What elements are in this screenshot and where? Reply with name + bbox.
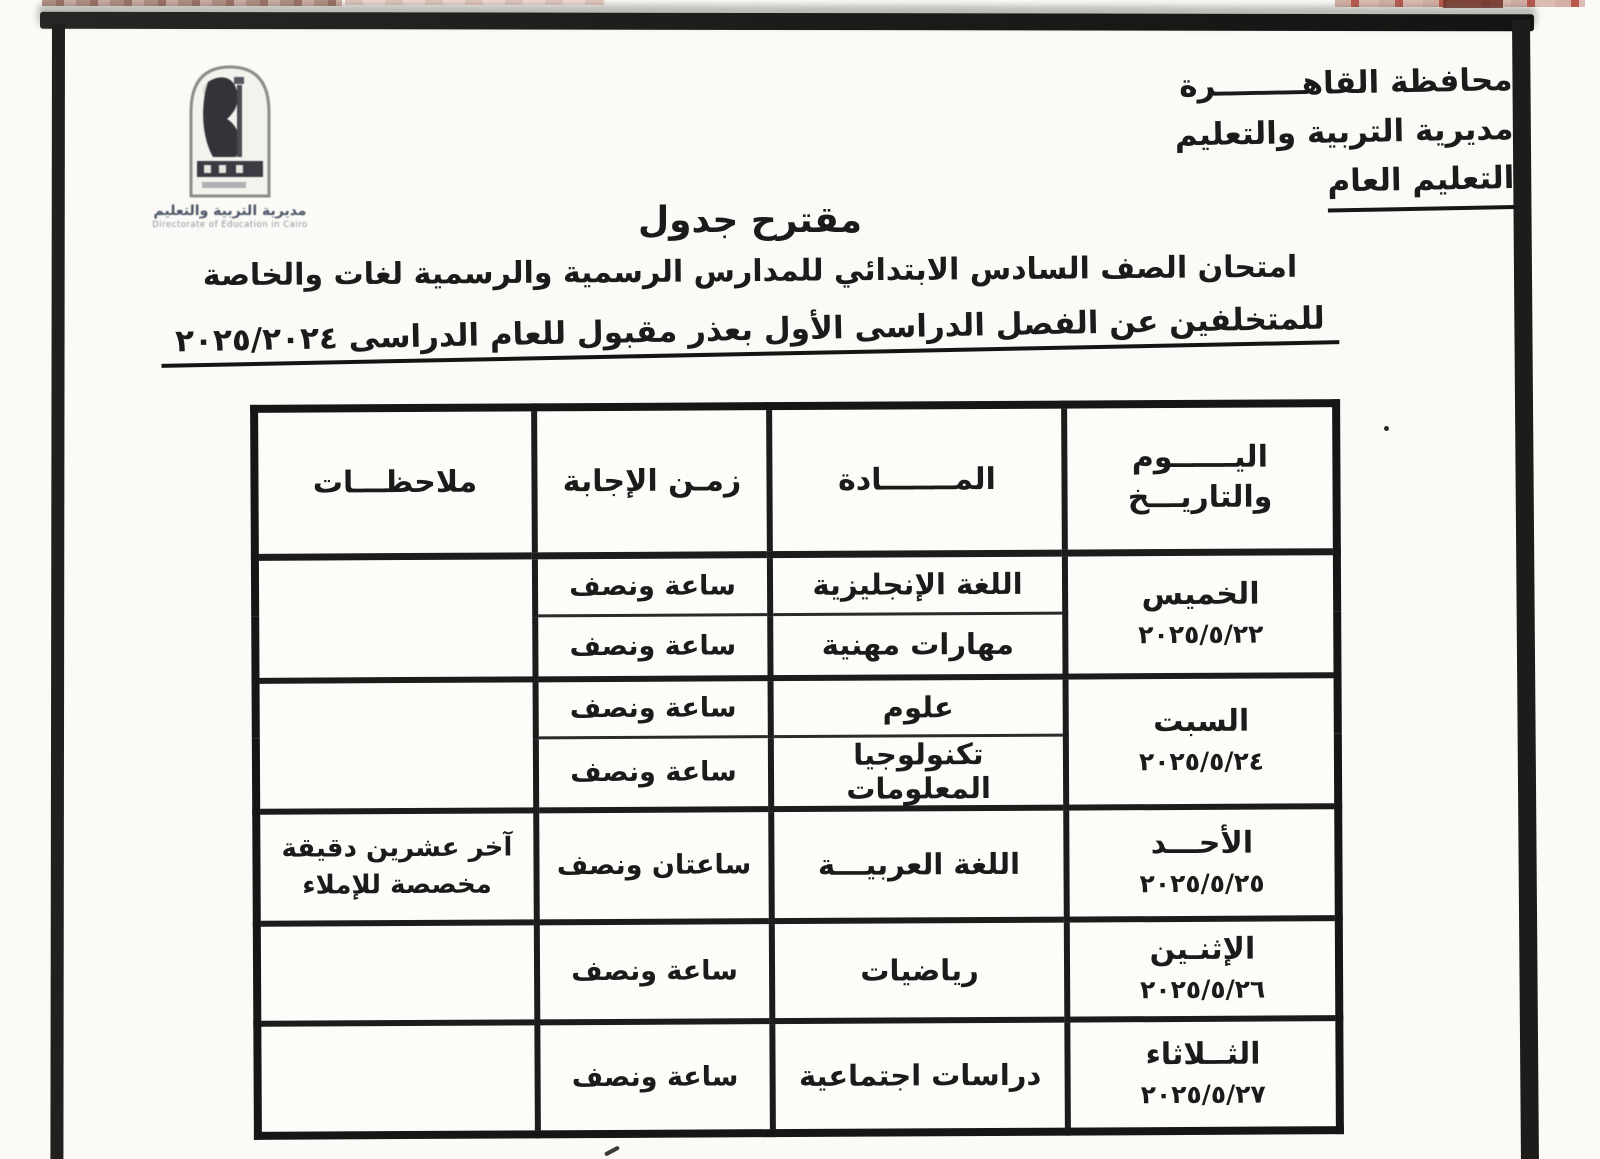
title-line-1: مقترح جدول xyxy=(637,200,863,241)
subject-cell: تكنولوجيا المعلومات xyxy=(771,735,1066,809)
header-subject: المـــــــادة xyxy=(769,405,1065,555)
logo-caption-english: Directorate of Education in Cairo xyxy=(152,220,308,230)
org-line-directorate: مديرية التربية والتعليم xyxy=(1174,110,1514,154)
table-header-row xyxy=(254,403,1337,557)
document-title xyxy=(110,200,1390,360)
table-row-monday xyxy=(257,918,1340,1024)
subject-cell: علوم xyxy=(771,677,1066,737)
scan-artifact-ink-dot xyxy=(1384,426,1389,431)
notes-cell: آخر عشرين دقيقة مخصصة للإملاء xyxy=(256,810,537,923)
exam-schedule-table xyxy=(250,399,1344,1139)
page-frame-top-border xyxy=(40,12,1534,32)
table-row-tuesday xyxy=(257,1018,1340,1136)
page-frame-right-border xyxy=(1512,20,1539,1159)
table-row-saturday xyxy=(256,675,1338,739)
header-notes: ملاحظـــات xyxy=(254,407,535,556)
org-line-governorate: محافظة القاهــــــــرة xyxy=(1178,61,1513,105)
time-cell: ساعة ونصف xyxy=(536,678,771,737)
day-cell-saturday: السبت ٢٠٢٥/٥/٢٤ xyxy=(1066,675,1339,807)
scan-artifact-pink-strip-left xyxy=(42,0,342,6)
time-cell: ساعة ونصف xyxy=(537,921,773,1022)
subject-cell: دراسات اجتماعية xyxy=(772,1019,1068,1133)
notes-cell xyxy=(256,679,537,811)
logo-caption-arabic: مديرية التربية والتعليم xyxy=(153,203,307,219)
org-header xyxy=(1072,56,1515,217)
header-day-date: اليــــــوم والتاريـــخ xyxy=(1064,403,1337,552)
day-cell-monday: الإثنـين ٢٠٢٥/٥/٢٦ xyxy=(1067,918,1340,1019)
org-line-general-education: التعليم العام xyxy=(1074,154,1515,217)
day-cell-thursday: الخميس ٢٠٢٥/٥/٢٢ xyxy=(1065,551,1338,676)
notes-cell xyxy=(255,555,536,680)
time-cell: ساعة ونصف xyxy=(535,614,770,679)
table-row-thursday xyxy=(255,551,1337,617)
scan-artifact-maroon-blotch xyxy=(1443,0,1503,8)
subject-cell: رياضيات xyxy=(772,919,1068,1021)
time-cell: ساعة ونصف xyxy=(536,736,771,810)
day-cell-tuesday: الثــلاثاء ٢٠٢٥/٥/٢٧ xyxy=(1067,1018,1340,1131)
title-line-3: للمتخلفين عن الفصل الدراسى الأول بعذر مقبول للعام الدراسى ٢٠٢٥/٢٠٢٤ xyxy=(110,299,1391,369)
scan-artifact-pink-strip-mid xyxy=(345,0,605,5)
notes-cell xyxy=(257,922,538,1023)
table-row-sunday xyxy=(256,806,1339,924)
subject-cell: مهارات مهنية xyxy=(770,613,1065,679)
subject-cell: اللغة الإنجليزية xyxy=(770,553,1065,615)
header-answer-time: زمـن الإجابة xyxy=(534,406,770,555)
time-cell: ساعة ونصف xyxy=(535,554,770,615)
time-cell: ساعتان ونصف xyxy=(536,809,772,922)
day-cell-sunday: الأحـــد ٢٠٢٥/٥/٢٥ xyxy=(1066,806,1339,919)
subject-cell: اللغة العربيـــة xyxy=(771,807,1067,921)
page-frame-left-border xyxy=(50,24,65,1159)
time-cell: ساعة ونصف xyxy=(537,1021,773,1134)
ministry-logo-arch-icon xyxy=(186,60,274,200)
scan-artifact-ink-tick xyxy=(604,1145,620,1156)
title-line-2: امتحان الصف السادس الابتدائي للمدارس الرسمية والرسمية لغات والخاصة xyxy=(202,249,1298,294)
notes-cell xyxy=(257,1022,538,1135)
